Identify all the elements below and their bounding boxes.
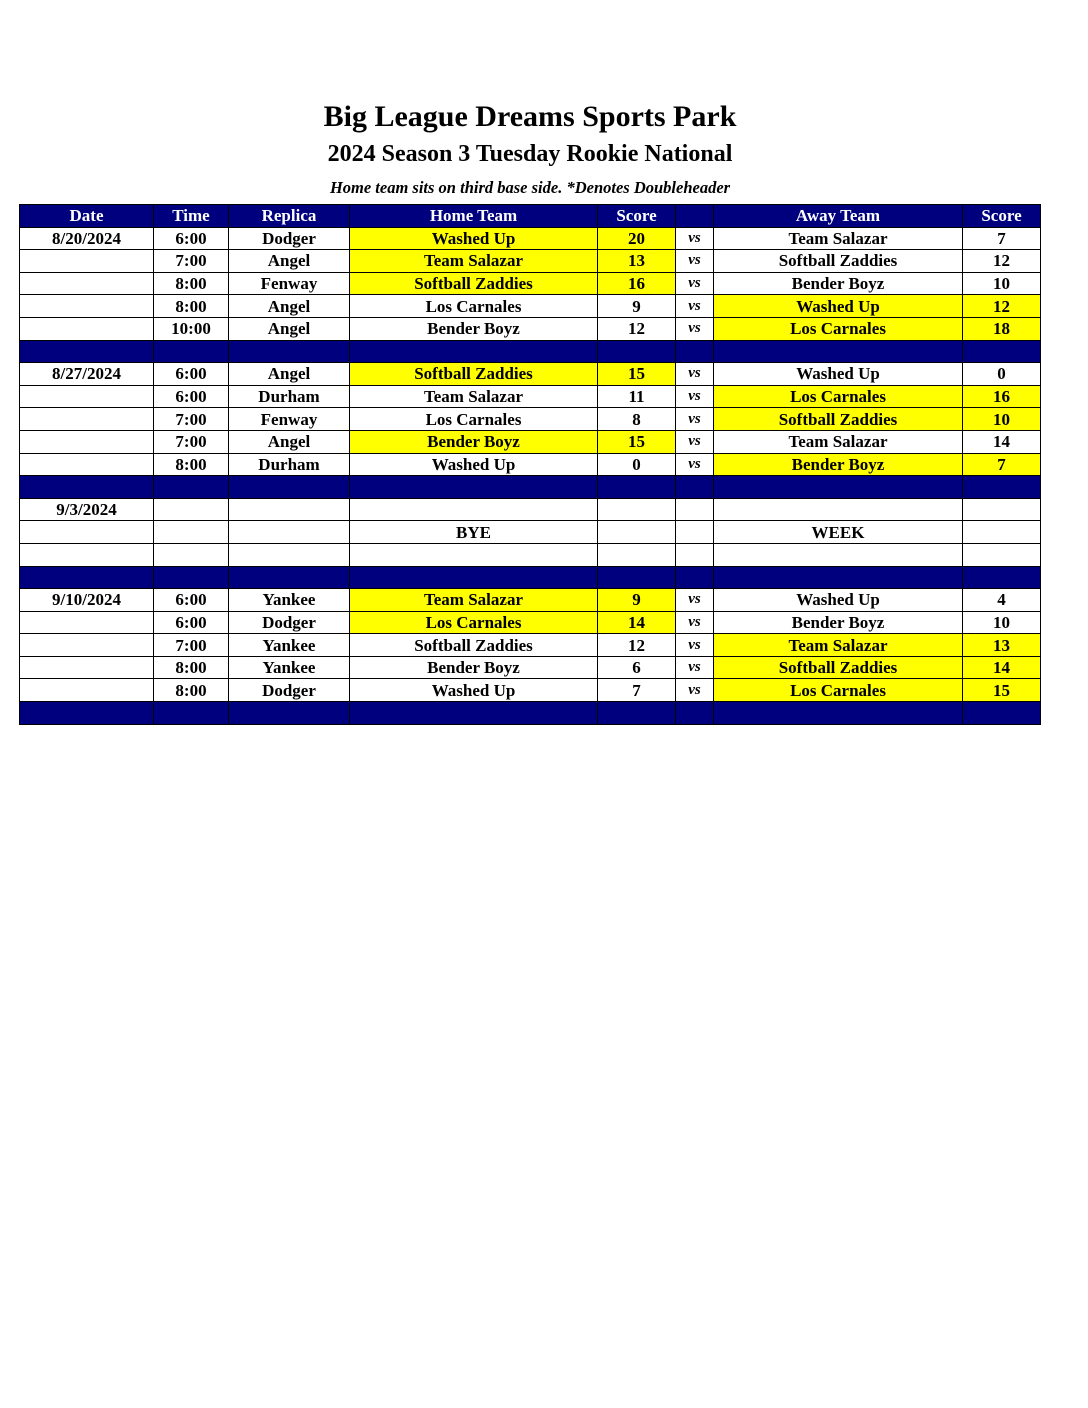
- cell-vs: vs: [676, 430, 714, 453]
- cell-home-score: [598, 543, 676, 566]
- cell-away-team: Bender Boyz: [714, 453, 963, 476]
- cell-away-team: Softball Zaddies: [714, 408, 963, 431]
- separator-cell: [229, 476, 350, 499]
- cell-away-team: Softball Zaddies: [714, 656, 963, 679]
- separator-cell: [714, 340, 963, 363]
- separator-cell: [714, 702, 963, 725]
- cell-time: 10:00: [154, 317, 229, 340]
- separator-cell: [154, 566, 229, 589]
- cell-away-team: Los Carnales: [714, 679, 963, 702]
- cell-time: 6:00: [154, 611, 229, 634]
- cell-home-score: 12: [598, 317, 676, 340]
- separator-cell: [676, 702, 714, 725]
- cell-away-team: [714, 543, 963, 566]
- cell-away-score: 10: [963, 611, 1041, 634]
- cell-time: 6:00: [154, 589, 229, 612]
- cell-vs: vs: [676, 656, 714, 679]
- cell-away-team: Team Salazar: [714, 634, 963, 657]
- cell-date: [20, 385, 154, 408]
- cell-away-score: 10: [963, 408, 1041, 431]
- cell-away-score: 18: [963, 317, 1041, 340]
- table-row: [20, 679, 1041, 702]
- cell-away-score: 12: [963, 295, 1041, 318]
- cell-time: 6:00: [154, 227, 229, 250]
- table-row: [20, 385, 1041, 408]
- separator-cell: [350, 340, 598, 363]
- separator-cell: [714, 476, 963, 499]
- separator-cell: [676, 476, 714, 499]
- cell-replica: Yankee: [229, 634, 350, 657]
- separator-cell: [963, 702, 1041, 725]
- table-row: [20, 498, 1041, 521]
- table-row: [20, 408, 1041, 431]
- cell-date: [20, 317, 154, 340]
- cell-home-team: Team Salazar: [350, 250, 598, 273]
- separator-cell: [229, 702, 350, 725]
- table-row: [20, 634, 1041, 657]
- cell-away-team: WEEK: [714, 521, 963, 544]
- separator-cell: [963, 476, 1041, 499]
- cell-away-team: Washed Up: [714, 589, 963, 612]
- cell-date: [20, 656, 154, 679]
- separator-cell: [154, 702, 229, 725]
- cell-home-score: 9: [598, 589, 676, 612]
- cell-away-score: [963, 498, 1041, 521]
- cell-date: [20, 250, 154, 273]
- cell-away-score: [963, 521, 1041, 544]
- col-header-home-team: Home Team: [350, 205, 598, 228]
- schedule-subtitle: 2024 Season 3 Tuesday Rookie National: [327, 141, 733, 167]
- cell-away-score: 14: [963, 656, 1041, 679]
- cell-date: 9/10/2024: [20, 589, 154, 612]
- cell-replica: Fenway: [229, 408, 350, 431]
- table-row: [20, 430, 1041, 453]
- separator-cell: [963, 340, 1041, 363]
- separator-cell: [676, 566, 714, 589]
- col-header-time: Time: [154, 205, 229, 228]
- cell-vs: vs: [676, 589, 714, 612]
- cell-away-team: [714, 498, 963, 521]
- cell-home-score: 7: [598, 679, 676, 702]
- cell-home-team: [350, 543, 598, 566]
- cell-away-team: Team Salazar: [714, 430, 963, 453]
- cell-away-score: 14: [963, 430, 1041, 453]
- cell-home-score: 0: [598, 453, 676, 476]
- cell-away-score: 15: [963, 679, 1041, 702]
- cell-away-team: Los Carnales: [714, 385, 963, 408]
- cell-home-score: [598, 521, 676, 544]
- cell-away-score: 16: [963, 385, 1041, 408]
- cell-replica: [229, 543, 350, 566]
- cell-home-team: Los Carnales: [350, 408, 598, 431]
- cell-home-team: Softball Zaddies: [350, 272, 598, 295]
- cell-date: 8/20/2024: [20, 227, 154, 250]
- cell-date: [20, 679, 154, 702]
- cell-home-score: 16: [598, 272, 676, 295]
- separator-cell: [350, 702, 598, 725]
- cell-replica: Dodger: [229, 679, 350, 702]
- cell-vs: vs: [676, 408, 714, 431]
- table-row: [20, 363, 1041, 386]
- separator-cell: [350, 566, 598, 589]
- cell-time: 8:00: [154, 679, 229, 702]
- cell-replica: [229, 521, 350, 544]
- cell-home-team: Team Salazar: [350, 589, 598, 612]
- separator-cell: [598, 566, 676, 589]
- cell-date: [20, 295, 154, 318]
- cell-vs: vs: [676, 385, 714, 408]
- cell-away-score: 7: [963, 453, 1041, 476]
- cell-time: 8:00: [154, 295, 229, 318]
- table-row: [20, 317, 1041, 340]
- separator-cell: [20, 566, 154, 589]
- cell-time: [154, 498, 229, 521]
- table-row: [20, 589, 1041, 612]
- cell-away-team: Washed Up: [714, 363, 963, 386]
- separator-cell: [20, 702, 154, 725]
- cell-away-team: Washed Up: [714, 295, 963, 318]
- cell-date: [20, 543, 154, 566]
- cell-home-score: 11: [598, 385, 676, 408]
- cell-home-team: Los Carnales: [350, 611, 598, 634]
- cell-home-team: Los Carnales: [350, 295, 598, 318]
- cell-time: 8:00: [154, 453, 229, 476]
- cell-time: 6:00: [154, 363, 229, 386]
- cell-home-team: Bender Boyz: [350, 656, 598, 679]
- cell-date: [20, 408, 154, 431]
- cell-date: 8/27/2024: [20, 363, 154, 386]
- week-separator-row: [20, 702, 1041, 725]
- separator-cell: [154, 476, 229, 499]
- cell-home-score: 14: [598, 611, 676, 634]
- cell-date: [20, 611, 154, 634]
- separator-cell: [350, 476, 598, 499]
- col-header-away-score: Score: [963, 205, 1041, 228]
- cell-date: 9/3/2024: [20, 498, 154, 521]
- cell-away-score: 12: [963, 250, 1041, 273]
- cell-home-team: Team Salazar: [350, 385, 598, 408]
- cell-home-score: 15: [598, 430, 676, 453]
- schedule-note: Home team sits on third base side. *Denotes Doubleheader: [329, 178, 731, 197]
- cell-time: 6:00: [154, 385, 229, 408]
- table-row: [20, 295, 1041, 318]
- cell-replica: Durham: [229, 453, 350, 476]
- cell-replica: Yankee: [229, 656, 350, 679]
- cell-vs: [676, 521, 714, 544]
- cell-vs: vs: [676, 453, 714, 476]
- cell-home-score: 20: [598, 227, 676, 250]
- cell-replica: Durham: [229, 385, 350, 408]
- separator-cell: [154, 340, 229, 363]
- cell-home-score: 8: [598, 408, 676, 431]
- cell-replica: Fenway: [229, 272, 350, 295]
- cell-date: [20, 272, 154, 295]
- cell-home-score: 12: [598, 634, 676, 657]
- table-row: [20, 656, 1041, 679]
- cell-vs: vs: [676, 272, 714, 295]
- separator-cell: [229, 566, 350, 589]
- cell-replica: Dodger: [229, 227, 350, 250]
- table-row: [20, 250, 1041, 273]
- separator-cell: [20, 340, 154, 363]
- cell-date: [20, 430, 154, 453]
- table-row: [20, 227, 1041, 250]
- cell-replica: Angel: [229, 363, 350, 386]
- cell-away-score: 7: [963, 227, 1041, 250]
- separator-cell: [676, 340, 714, 363]
- cell-home-team: Bender Boyz: [350, 430, 598, 453]
- cell-away-score: 4: [963, 589, 1041, 612]
- cell-vs: vs: [676, 317, 714, 340]
- cell-away-score: 0: [963, 363, 1041, 386]
- cell-away-team: Bender Boyz: [714, 611, 963, 634]
- cell-replica: Yankee: [229, 589, 350, 612]
- cell-date: [20, 634, 154, 657]
- col-header-date: Date: [20, 205, 154, 228]
- cell-vs: vs: [676, 679, 714, 702]
- cell-time: 7:00: [154, 634, 229, 657]
- cell-replica: Angel: [229, 430, 350, 453]
- separator-cell: [598, 340, 676, 363]
- col-header-vs: [676, 205, 714, 228]
- cell-vs: [676, 498, 714, 521]
- cell-home-team: Washed Up: [350, 453, 598, 476]
- cell-vs: vs: [676, 250, 714, 273]
- week-separator-row: [20, 566, 1041, 589]
- table-row: [20, 272, 1041, 295]
- cell-vs: [676, 543, 714, 566]
- col-header-replica: Replica: [229, 205, 350, 228]
- cell-time: [154, 521, 229, 544]
- cell-away-score: 13: [963, 634, 1041, 657]
- cell-vs: vs: [676, 363, 714, 386]
- cell-home-team: Bender Boyz: [350, 317, 598, 340]
- table-row: [20, 453, 1041, 476]
- cell-away-score: [963, 543, 1041, 566]
- cell-away-score: 10: [963, 272, 1041, 295]
- cell-replica: Dodger: [229, 611, 350, 634]
- cell-replica: Angel: [229, 250, 350, 273]
- schedule-body: [20, 227, 1041, 724]
- cell-away-team: Bender Boyz: [714, 272, 963, 295]
- cell-vs: vs: [676, 295, 714, 318]
- separator-cell: [714, 566, 963, 589]
- separator-cell: [598, 476, 676, 499]
- col-header-away-team: Away Team: [714, 205, 963, 228]
- cell-time: 7:00: [154, 408, 229, 431]
- page-title: Big League Dreams Sports Park: [323, 100, 737, 133]
- cell-home-score: 13: [598, 250, 676, 273]
- cell-time: 8:00: [154, 656, 229, 679]
- cell-replica: [229, 498, 350, 521]
- cell-time: 8:00: [154, 272, 229, 295]
- cell-date: [20, 521, 154, 544]
- cell-time: 7:00: [154, 430, 229, 453]
- table-row: [20, 543, 1041, 566]
- schedule-table: [19, 204, 1041, 725]
- table-row: [20, 611, 1041, 634]
- cell-replica: Angel: [229, 317, 350, 340]
- cell-away-team: Los Carnales: [714, 317, 963, 340]
- cell-replica: Angel: [229, 295, 350, 318]
- cell-home-score: 6: [598, 656, 676, 679]
- cell-home-score: 9: [598, 295, 676, 318]
- cell-home-team: Washed Up: [350, 679, 598, 702]
- cell-time: 7:00: [154, 250, 229, 273]
- week-separator-row: [20, 340, 1041, 363]
- separator-cell: [20, 476, 154, 499]
- cell-away-team: Team Salazar: [714, 227, 963, 250]
- cell-home-team: BYE: [350, 521, 598, 544]
- cell-home-team: Softball Zaddies: [350, 363, 598, 386]
- table-row: [20, 521, 1041, 544]
- cell-home-team: Washed Up: [350, 227, 598, 250]
- cell-home-score: [598, 498, 676, 521]
- week-separator-row: [20, 476, 1041, 499]
- cell-time: [154, 543, 229, 566]
- cell-vs: vs: [676, 227, 714, 250]
- cell-date: [20, 453, 154, 476]
- table-header-row: [20, 205, 1041, 228]
- cell-home-score: 15: [598, 363, 676, 386]
- separator-cell: [598, 702, 676, 725]
- cell-vs: vs: [676, 634, 714, 657]
- cell-home-team: [350, 498, 598, 521]
- cell-home-team: Softball Zaddies: [350, 634, 598, 657]
- cell-away-team: Softball Zaddies: [714, 250, 963, 273]
- cell-vs: vs: [676, 611, 714, 634]
- separator-cell: [963, 566, 1041, 589]
- separator-cell: [229, 340, 350, 363]
- col-header-home-score: Score: [598, 205, 676, 228]
